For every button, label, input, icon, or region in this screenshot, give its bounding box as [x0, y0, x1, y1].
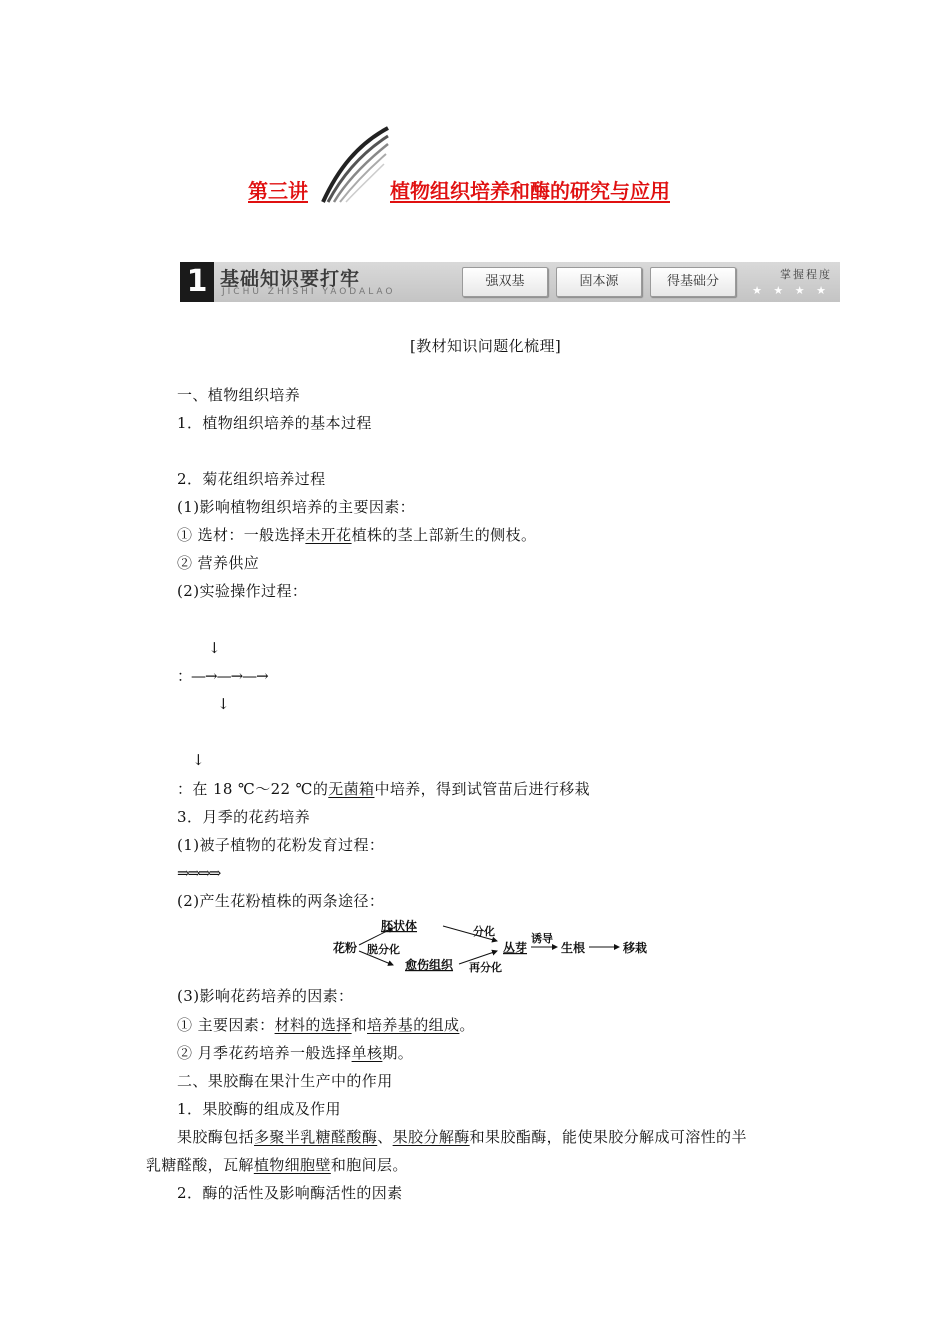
pollen-pathway-diagram	[325, 915, 665, 977]
down-arrow-icon: ↓	[208, 639, 221, 657]
subheading-pectinase-composition: 1．果胶酶的组成及作用	[177, 1100, 341, 1118]
flow-arrows: ：—→—→—→	[177, 667, 268, 685]
label-shoot: 丛芽	[503, 941, 528, 955]
label-dedifferentiation: 脱分化	[367, 943, 400, 956]
answer-material-choice: 材料的选择	[274, 1016, 352, 1034]
title-decoration-icon	[318, 124, 392, 206]
label-differentiation: 分化	[473, 925, 495, 938]
heading-pectinase: 二、果胶酶在果汁生产中的作用	[177, 1072, 393, 1090]
paragraph-pectinase-line1: 果胶酶包括多聚半乳糖醛酸酶、果胶分解酶和果胶酯酶，能使果胶分解成可溶性的半	[177, 1128, 747, 1146]
tab-strengthen-basics[interactable]: 强双基	[462, 267, 548, 297]
item-material-selection: ① 选材：一般选择未开花植株的茎上部新生的侧枝。	[177, 526, 537, 544]
section-header: [教材知识问题化梳理]	[410, 337, 562, 355]
label-rooting: 生根	[561, 941, 586, 955]
subheading-enzyme-activity: 2．酶的活性及影响酶活性的因素	[177, 1184, 403, 1202]
subheading-chrysanthemum: 2．菊花组织培养过程	[177, 470, 326, 488]
label-induce: 诱导	[531, 932, 553, 945]
mastery-label: 掌握程度	[780, 268, 832, 281]
down-arrow-icon: ↓	[217, 695, 230, 713]
item-main-factors: ① 主要因素：材料的选择和培养基的组成。	[177, 1016, 475, 1034]
implication-arrows: ⇒⇒⇒⇒	[177, 864, 220, 882]
item-two-pathways: (2)产生花粉植株的两条途径：	[177, 892, 385, 910]
banner-number: 1	[180, 262, 214, 302]
heading-plant-tissue-culture: 一、植物组织培养	[177, 386, 301, 404]
star-rating-icon: ★ ★ ★ ★	[752, 284, 830, 297]
answer-polygalacturonase: 多聚半乳糖醛酸酶	[254, 1128, 378, 1146]
subheading-basic-process: 1．植物组织培养的基本过程	[177, 414, 372, 432]
tab-basic-points[interactable]: 得基础分	[650, 267, 736, 297]
item-procedure: (2)实验操作过程：	[177, 582, 308, 600]
answer-pectin-lyase: 果胶分解酶	[392, 1128, 470, 1146]
item-pollen-development: (1)被子植物的花粉发育过程：	[177, 836, 385, 854]
item-factors: (1)影响植物组织培养的主要因素：	[177, 498, 416, 516]
label-transplant: 移栽	[623, 941, 648, 955]
answer-sterile-box: 无菌箱	[328, 780, 375, 798]
item-stage-choice: ② 月季花药培养一般选择单核期。	[177, 1044, 414, 1062]
paragraph-pectinase-line2: 乳糖醛酸，瓦解植物细胞壁和胞间层。	[146, 1156, 408, 1174]
section-banner	[180, 262, 840, 302]
page-title: 植物组织培养和酶的研究与应用	[390, 179, 670, 203]
item-culture-condition: ：在 18 ℃～22 ℃的无菌箱中培养，得到试管苗后进行移栽	[177, 780, 591, 798]
label-callus: 愈伤组织	[405, 958, 454, 972]
item-anther-factors: (3)影响花药培养的因素：	[177, 987, 354, 1005]
lecture-number: 第三讲	[248, 179, 308, 203]
banner-title: 基础知识要打牢	[220, 268, 361, 290]
subheading-anther-culture: 3．月季的花药培养	[177, 808, 311, 826]
item-nutrition: ② 营养供应	[177, 554, 260, 572]
answer-unflowered: 未开花	[305, 526, 352, 544]
tab-consolidate-roots[interactable]: 固本源	[556, 267, 642, 297]
down-arrow-icon: ↓	[192, 751, 205, 769]
label-pollen: 花粉	[333, 941, 358, 955]
banner-subtitle: JICHU ZHISHI YAODALAO	[222, 287, 396, 297]
label-embryoid: 胚状体	[381, 919, 418, 933]
answer-medium-composition: 培养基的组成	[367, 1016, 460, 1034]
answer-uninucleate: 单核	[351, 1044, 383, 1062]
label-redifferentiation: 再分化	[469, 961, 502, 974]
answer-cell-wall: 植物细胞壁	[253, 1156, 331, 1174]
